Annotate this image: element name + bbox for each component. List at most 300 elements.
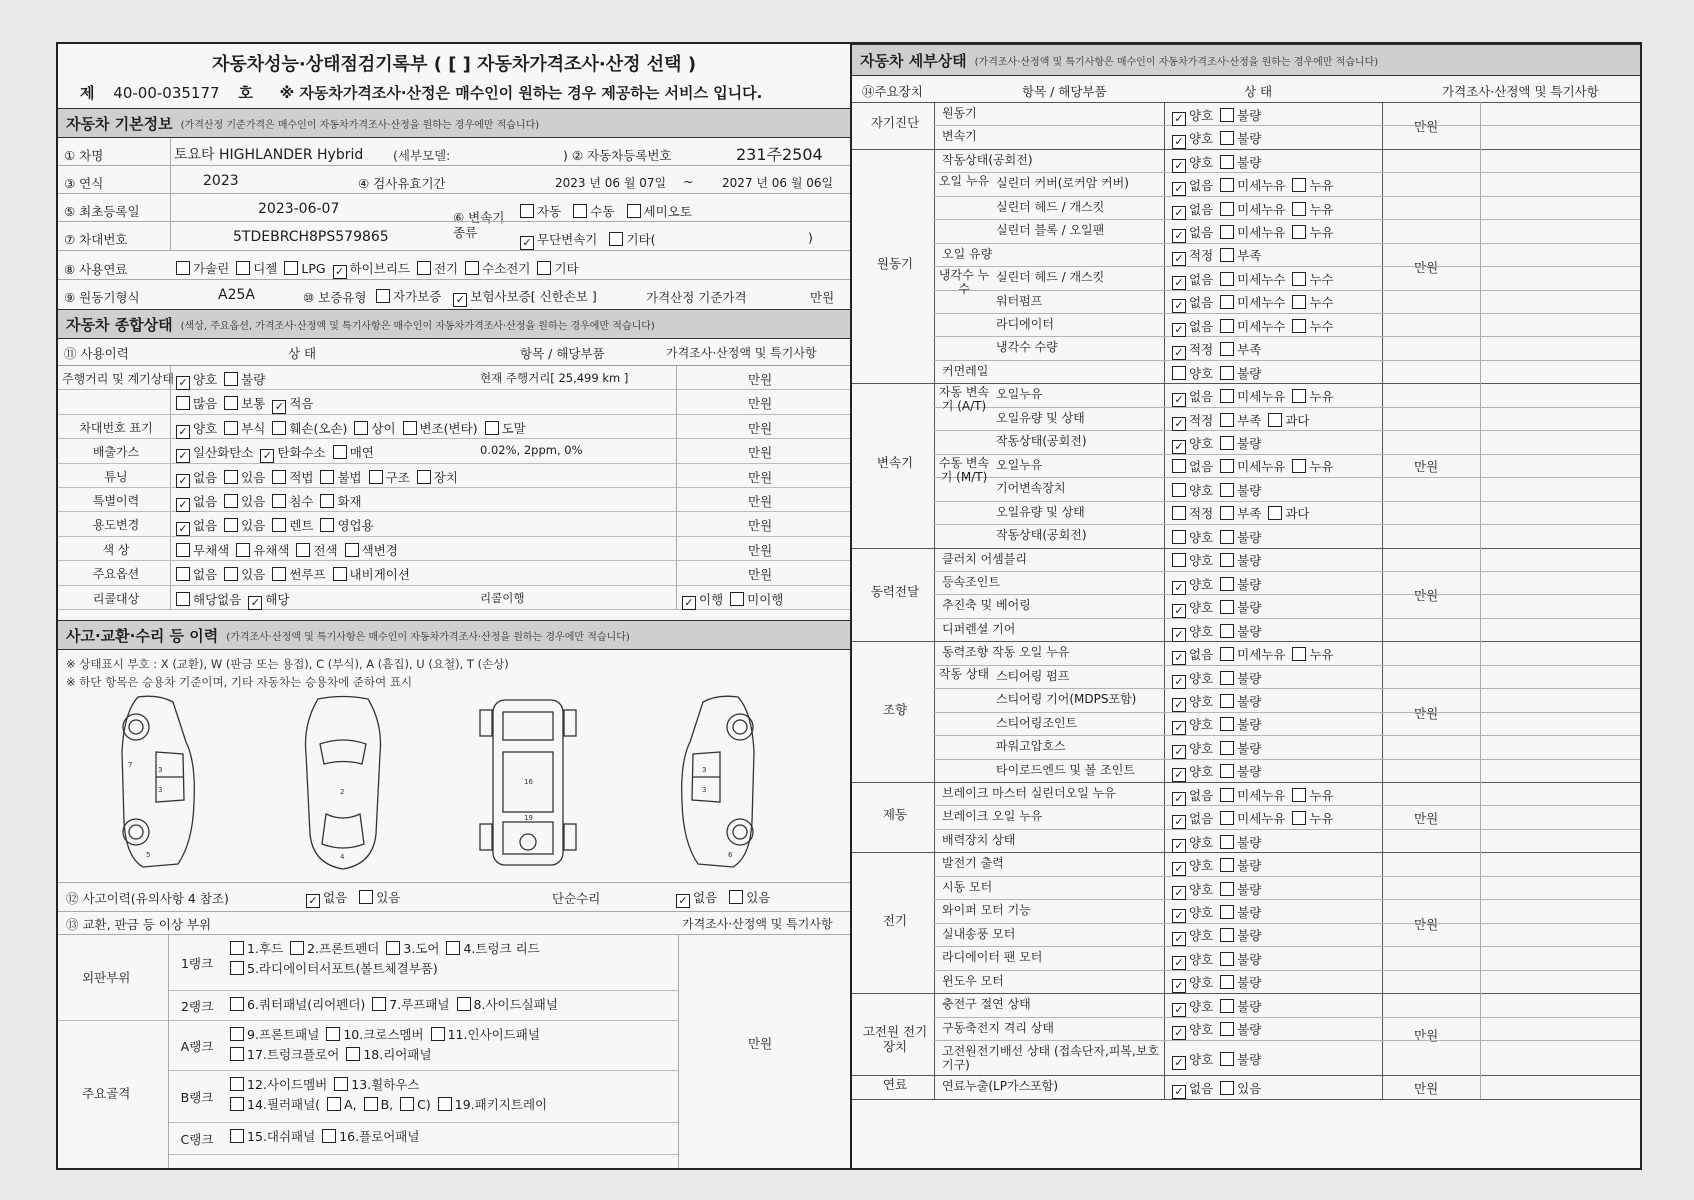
state-option[interactable] (176, 419, 217, 439)
fuel-option[interactable] (284, 261, 325, 276)
state-option[interactable] (403, 419, 478, 437)
state-option[interactable] (1172, 645, 1213, 665)
state-option[interactable] (1220, 833, 1261, 851)
state-option[interactable] (1172, 387, 1213, 407)
state-option[interactable] (1172, 669, 1213, 689)
checkbox-icon[interactable] (1220, 155, 1234, 169)
checkbox-icon[interactable] (1220, 178, 1234, 192)
state-option[interactable] (1172, 739, 1213, 759)
checkbox-icon[interactable]: ✓ (1172, 417, 1186, 431)
part-option[interactable] (400, 1097, 431, 1112)
trans-semi-option[interactable] (627, 202, 692, 220)
checkbox-icon[interactable] (334, 1077, 348, 1091)
state-option[interactable] (417, 468, 458, 486)
state-option[interactable] (224, 516, 265, 534)
checkbox-icon[interactable] (730, 592, 744, 606)
checkbox-icon[interactable] (386, 941, 400, 955)
checkbox-icon[interactable] (1220, 975, 1234, 989)
checkbox-icon[interactable] (627, 204, 641, 218)
checkbox-icon[interactable] (272, 518, 286, 532)
checkbox-icon[interactable] (1220, 436, 1234, 450)
checkbox-icon[interactable]: ✓ (176, 522, 190, 536)
state-option[interactable] (1220, 786, 1285, 804)
state-option[interactable] (176, 590, 241, 608)
checkbox-icon[interactable] (1292, 225, 1306, 239)
recall-option[interactable] (682, 590, 723, 610)
checkbox-icon[interactable]: ✓ (1172, 886, 1186, 900)
state-option[interactable] (1172, 1020, 1213, 1040)
state-option[interactable] (1172, 528, 1213, 546)
checkbox-icon[interactable] (346, 1047, 360, 1061)
state-option[interactable] (320, 516, 373, 534)
checkbox-icon[interactable]: ✓ (1172, 252, 1186, 266)
checkbox-icon[interactable] (320, 494, 334, 508)
checkbox-icon[interactable] (230, 1129, 244, 1143)
checkbox-icon[interactable] (1220, 506, 1234, 520)
repair-yes-option[interactable] (729, 888, 770, 906)
state-option[interactable] (176, 468, 217, 488)
state-option[interactable] (1268, 411, 1309, 429)
checkbox-icon[interactable] (729, 890, 743, 904)
state-option[interactable] (1172, 411, 1213, 431)
checkbox-icon[interactable]: ✓ (1172, 206, 1186, 220)
state-option[interactable] (1220, 223, 1285, 241)
checkbox-icon[interactable] (1220, 272, 1234, 286)
checkbox-icon[interactable] (1220, 952, 1234, 966)
checkbox-icon[interactable] (1220, 413, 1234, 427)
part-option[interactable] (438, 1095, 547, 1113)
fuel-option[interactable] (176, 259, 229, 277)
checkbox-icon[interactable] (224, 518, 238, 532)
state-option[interactable] (1172, 622, 1213, 642)
checkbox-icon[interactable] (230, 1077, 244, 1091)
checkbox-icon[interactable]: ✓ (520, 236, 534, 250)
state-option[interactable] (1220, 457, 1285, 475)
checkbox-icon[interactable] (296, 543, 310, 557)
checkbox-icon[interactable]: ✓ (1172, 721, 1186, 735)
state-option[interactable] (1220, 200, 1285, 218)
state-option[interactable] (224, 468, 265, 486)
state-option[interactable] (1172, 176, 1213, 196)
checkbox-icon[interactable]: ✓ (1172, 159, 1186, 173)
checkbox-icon[interactable] (417, 261, 431, 275)
checkbox-icon[interactable] (1220, 858, 1234, 872)
part-option[interactable] (372, 995, 449, 1013)
checkbox-icon[interactable] (1220, 999, 1234, 1013)
trans-other-option[interactable] (609, 230, 655, 248)
checkbox-icon[interactable] (224, 470, 238, 484)
checkbox-icon[interactable] (272, 567, 286, 581)
state-option[interactable] (1292, 457, 1333, 475)
checkbox-icon[interactable]: ✓ (1172, 862, 1186, 876)
checkbox-icon[interactable]: ✓ (676, 894, 690, 908)
part-option[interactable] (326, 1025, 423, 1043)
checkbox-icon[interactable]: ✓ (1172, 440, 1186, 454)
checkbox-icon[interactable]: ✓ (1172, 323, 1186, 337)
part-option[interactable] (364, 1097, 394, 1112)
state-option[interactable] (176, 541, 229, 559)
checkbox-icon[interactable] (1220, 342, 1234, 356)
state-option[interactable] (1172, 246, 1213, 266)
state-option[interactable] (1220, 856, 1261, 874)
state-option[interactable] (1172, 973, 1213, 993)
checkbox-icon[interactable] (1220, 248, 1234, 262)
checkbox-icon[interactable] (1220, 717, 1234, 731)
checkbox-icon[interactable] (1220, 624, 1234, 638)
checkbox-icon[interactable]: ✓ (1172, 229, 1186, 243)
checkbox-icon[interactable] (224, 396, 238, 410)
checkbox-icon[interactable]: ✓ (1172, 768, 1186, 782)
state-option[interactable] (1172, 434, 1213, 454)
state-option[interactable] (1172, 129, 1213, 149)
state-option[interactable] (320, 468, 361, 486)
state-option[interactable] (369, 468, 410, 486)
checkbox-icon[interactable] (609, 232, 623, 246)
checkbox-icon[interactable] (224, 421, 238, 435)
checkbox-icon[interactable]: ✓ (176, 474, 190, 488)
checkbox-icon[interactable] (1268, 413, 1282, 427)
checkbox-icon[interactable]: ✓ (1172, 979, 1186, 993)
checkbox-icon[interactable]: ✓ (453, 293, 467, 307)
checkbox-icon[interactable] (1292, 178, 1306, 192)
state-option[interactable] (1172, 364, 1213, 382)
checkbox-icon[interactable] (326, 1027, 340, 1041)
checkbox-icon[interactable] (1172, 506, 1186, 520)
state-option[interactable] (1172, 833, 1213, 853)
checkbox-icon[interactable]: ✓ (1172, 581, 1186, 595)
state-option[interactable] (1220, 106, 1261, 124)
checkbox-icon[interactable] (230, 1097, 244, 1111)
checkbox-icon[interactable] (1220, 928, 1234, 942)
checkbox-icon[interactable] (400, 1097, 414, 1111)
checkbox-icon[interactable]: ✓ (1172, 182, 1186, 196)
state-option[interactable] (1220, 153, 1261, 171)
part-option[interactable] (322, 1127, 419, 1145)
state-option[interactable] (1220, 1020, 1261, 1038)
checkbox-icon[interactable] (230, 1047, 244, 1061)
state-option[interactable] (1172, 223, 1213, 243)
checkbox-icon[interactable]: ✓ (1172, 135, 1186, 149)
checkbox-icon[interactable]: ✓ (1172, 1085, 1186, 1099)
checkbox-icon[interactable] (1220, 764, 1234, 778)
checkbox-icon[interactable] (1220, 671, 1234, 685)
state-option[interactable] (1172, 762, 1213, 782)
checkbox-icon[interactable] (1220, 131, 1234, 145)
checkbox-icon[interactable] (1220, 788, 1234, 802)
checkbox-icon[interactable]: ✓ (1172, 1026, 1186, 1040)
state-option[interactable] (236, 541, 289, 559)
accident-yes-option[interactable] (359, 888, 400, 906)
state-option[interactable] (1220, 246, 1261, 264)
checkbox-icon[interactable] (1220, 647, 1234, 661)
checkbox-icon[interactable] (1220, 389, 1234, 403)
checkbox-icon[interactable] (465, 261, 479, 275)
part-option[interactable] (327, 1097, 357, 1112)
checkbox-icon[interactable] (446, 941, 460, 955)
state-option[interactable] (1220, 293, 1285, 311)
checkbox-icon[interactable] (345, 543, 359, 557)
checkbox-icon[interactable] (1220, 295, 1234, 309)
state-option[interactable] (1172, 598, 1213, 618)
trans-manual-option[interactable] (573, 202, 614, 220)
checkbox-icon[interactable] (176, 543, 190, 557)
checkbox-icon[interactable] (1172, 459, 1186, 473)
state-option[interactable] (1172, 106, 1213, 126)
part-option[interactable] (230, 1025, 319, 1043)
state-option[interactable] (1172, 1079, 1213, 1099)
state-option[interactable] (1220, 411, 1261, 429)
part-option[interactable] (446, 939, 539, 957)
state-option[interactable] (1292, 317, 1333, 335)
checkbox-icon[interactable] (224, 494, 238, 508)
part-option[interactable] (230, 995, 365, 1013)
state-option[interactable] (333, 443, 374, 461)
state-option[interactable] (1220, 481, 1261, 499)
checkbox-icon[interactable]: ✓ (1172, 299, 1186, 313)
checkbox-icon[interactable] (1172, 553, 1186, 567)
checkbox-icon[interactable] (520, 204, 534, 218)
state-option[interactable] (224, 419, 265, 437)
checkbox-icon[interactable]: ✓ (1172, 956, 1186, 970)
checkbox-icon[interactable]: ✓ (1172, 932, 1186, 946)
part-option[interactable] (230, 1045, 339, 1063)
state-option[interactable] (1172, 880, 1213, 900)
state-option[interactable] (1220, 622, 1261, 640)
state-option[interactable] (1292, 270, 1333, 288)
state-option[interactable] (1220, 762, 1261, 780)
part-option[interactable] (386, 939, 439, 957)
checkbox-icon[interactable]: ✓ (248, 596, 262, 610)
checkbox-icon[interactable]: ✓ (1172, 1056, 1186, 1070)
state-option[interactable] (176, 492, 217, 512)
checkbox-icon[interactable] (327, 1097, 341, 1111)
checkbox-icon[interactable] (1220, 459, 1234, 473)
state-option[interactable] (176, 394, 217, 412)
state-option[interactable] (1172, 1050, 1213, 1070)
checkbox-icon[interactable] (1172, 483, 1186, 497)
repair-none-option[interactable] (676, 888, 717, 908)
state-option[interactable] (1172, 692, 1213, 712)
part-option[interactable] (230, 1127, 315, 1145)
checkbox-icon[interactable]: ✓ (1172, 628, 1186, 642)
checkbox-icon[interactable] (272, 421, 286, 435)
checkbox-icon[interactable] (224, 372, 238, 386)
fuel-option[interactable] (333, 259, 410, 279)
checkbox-icon[interactable] (224, 567, 238, 581)
state-option[interactable] (1220, 504, 1261, 522)
state-option[interactable] (1172, 786, 1213, 806)
part-option[interactable] (230, 1095, 320, 1113)
state-option[interactable] (1268, 504, 1309, 522)
state-option[interactable] (1172, 153, 1213, 173)
checkbox-icon[interactable] (272, 494, 286, 508)
checkbox-icon[interactable] (1220, 225, 1234, 239)
checkbox-icon[interactable] (1220, 577, 1234, 591)
checkbox-icon[interactable] (1172, 366, 1186, 380)
checkbox-icon[interactable] (290, 941, 304, 955)
checkbox-icon[interactable] (1220, 882, 1234, 896)
checkbox-icon[interactable]: ✓ (1172, 393, 1186, 407)
checkbox-icon[interactable] (1220, 905, 1234, 919)
state-option[interactable] (485, 419, 526, 437)
checkbox-icon[interactable] (333, 445, 347, 459)
checkbox-icon[interactable] (1292, 647, 1306, 661)
checkbox-icon[interactable] (1220, 1022, 1234, 1036)
checkbox-icon[interactable]: ✓ (1172, 112, 1186, 126)
checkbox-icon[interactable] (176, 592, 190, 606)
checkbox-icon[interactable] (1292, 459, 1306, 473)
checkbox-icon[interactable] (284, 261, 298, 275)
checkbox-icon[interactable]: ✓ (1172, 909, 1186, 923)
state-option[interactable] (224, 370, 265, 388)
state-option[interactable] (1172, 200, 1213, 220)
trans-auto-option[interactable] (520, 202, 561, 220)
checkbox-icon[interactable] (537, 261, 551, 275)
state-option[interactable] (1220, 645, 1285, 663)
state-option[interactable] (1172, 293, 1213, 313)
checkbox-icon[interactable] (1292, 389, 1306, 403)
state-option[interactable] (1220, 715, 1261, 733)
part-option[interactable] (290, 939, 379, 957)
part-option[interactable] (230, 939, 283, 957)
checkbox-icon[interactable] (1220, 811, 1234, 825)
checkbox-icon[interactable] (1220, 1081, 1234, 1095)
state-option[interactable] (1172, 715, 1213, 735)
state-option[interactable] (1292, 200, 1333, 218)
state-option[interactable] (1220, 575, 1261, 593)
checkbox-icon[interactable] (431, 1027, 445, 1041)
checkbox-icon[interactable]: ✓ (260, 449, 274, 463)
state-option[interactable] (1220, 669, 1261, 687)
checkbox-icon[interactable] (1220, 553, 1234, 567)
state-option[interactable] (1172, 575, 1213, 595)
checkbox-icon[interactable] (230, 961, 244, 975)
state-option[interactable] (345, 541, 398, 559)
state-option[interactable] (1220, 528, 1261, 546)
checkbox-icon[interactable]: ✓ (272, 400, 286, 414)
checkbox-icon[interactable] (320, 470, 334, 484)
state-option[interactable] (320, 492, 361, 510)
fuel-option[interactable] (236, 259, 277, 277)
checkbox-icon[interactable] (457, 997, 471, 1011)
state-option[interactable] (333, 565, 410, 583)
checkbox-icon[interactable] (322, 1129, 336, 1143)
part-option[interactable] (457, 995, 558, 1013)
state-option[interactable] (1292, 223, 1333, 241)
state-option[interactable] (1220, 950, 1261, 968)
checkbox-icon[interactable]: ✓ (176, 376, 190, 390)
checkbox-icon[interactable]: ✓ (1172, 792, 1186, 806)
checkbox-icon[interactable] (176, 396, 190, 410)
state-option[interactable] (1172, 950, 1213, 970)
checkbox-icon[interactable] (1220, 741, 1234, 755)
checkbox-icon[interactable] (230, 997, 244, 1011)
checkbox-icon[interactable] (1220, 600, 1234, 614)
state-option[interactable] (1172, 481, 1213, 499)
checkbox-icon[interactable]: ✓ (1172, 1003, 1186, 1017)
state-option[interactable] (1220, 1050, 1261, 1068)
state-option[interactable] (272, 468, 313, 486)
trans-cvt-option[interactable] (520, 230, 597, 250)
state-option[interactable] (354, 419, 395, 437)
checkbox-icon[interactable] (354, 421, 368, 435)
state-option[interactable] (272, 394, 313, 414)
checkbox-icon[interactable]: ✓ (1172, 839, 1186, 853)
state-option[interactable] (176, 443, 253, 463)
checkbox-icon[interactable]: ✓ (1172, 745, 1186, 759)
checkbox-icon[interactable] (1220, 694, 1234, 708)
self-warranty-option[interactable] (376, 287, 441, 305)
state-option[interactable] (1220, 129, 1261, 147)
checkbox-icon[interactable] (1292, 295, 1306, 309)
state-option[interactable] (272, 565, 325, 583)
checkbox-icon[interactable] (1292, 811, 1306, 825)
state-option[interactable] (1220, 903, 1261, 921)
state-option[interactable] (176, 565, 217, 583)
checkbox-icon[interactable]: ✓ (682, 596, 696, 610)
part-option[interactable] (431, 1025, 540, 1043)
state-option[interactable] (224, 492, 265, 510)
state-option[interactable] (1220, 551, 1261, 569)
checkbox-icon[interactable]: ✓ (1172, 698, 1186, 712)
checkbox-icon[interactable] (230, 941, 244, 955)
checkbox-icon[interactable] (1220, 202, 1234, 216)
state-option[interactable] (1172, 317, 1213, 337)
checkbox-icon[interactable] (1292, 319, 1306, 333)
checkbox-icon[interactable] (1220, 366, 1234, 380)
state-option[interactable] (1172, 856, 1213, 876)
checkbox-icon[interactable]: ✓ (1172, 675, 1186, 689)
state-option[interactable] (176, 516, 217, 536)
state-option[interactable] (1292, 176, 1333, 194)
checkbox-icon[interactable] (176, 261, 190, 275)
state-option[interactable] (1172, 340, 1213, 360)
state-option[interactable] (1292, 809, 1333, 827)
checkbox-icon[interactable] (1220, 1052, 1234, 1066)
state-option[interactable] (1172, 551, 1213, 569)
checkbox-icon[interactable] (236, 261, 250, 275)
checkbox-icon[interactable] (1220, 530, 1234, 544)
fuel-option[interactable] (465, 259, 530, 277)
accident-none-option[interactable] (306, 888, 347, 908)
checkbox-icon[interactable] (1220, 319, 1234, 333)
checkbox-icon[interactable] (236, 543, 250, 557)
state-option[interactable] (1220, 809, 1285, 827)
state-option[interactable] (1172, 997, 1213, 1017)
checkbox-icon[interactable]: ✓ (306, 894, 320, 908)
state-option[interactable] (1172, 903, 1213, 923)
state-option[interactable] (1220, 997, 1261, 1015)
checkbox-icon[interactable] (369, 470, 383, 484)
state-option[interactable] (224, 565, 265, 583)
part-option[interactable] (230, 1075, 327, 1093)
checkbox-icon[interactable] (1292, 202, 1306, 216)
state-option[interactable] (1220, 692, 1261, 710)
checkbox-icon[interactable] (376, 289, 390, 303)
checkbox-icon[interactable] (1292, 272, 1306, 286)
checkbox-icon[interactable]: ✓ (176, 498, 190, 512)
state-option[interactable] (1172, 504, 1213, 522)
state-option[interactable] (1172, 809, 1213, 829)
state-option[interactable] (1220, 340, 1261, 358)
checkbox-icon[interactable]: ✓ (176, 425, 190, 439)
part-option[interactable] (230, 959, 438, 977)
checkbox-icon[interactable] (320, 518, 334, 532)
state-option[interactable] (272, 492, 313, 510)
checkbox-icon[interactable] (485, 421, 499, 435)
state-option[interactable] (1220, 739, 1261, 757)
checkbox-icon[interactable]: ✓ (1172, 815, 1186, 829)
